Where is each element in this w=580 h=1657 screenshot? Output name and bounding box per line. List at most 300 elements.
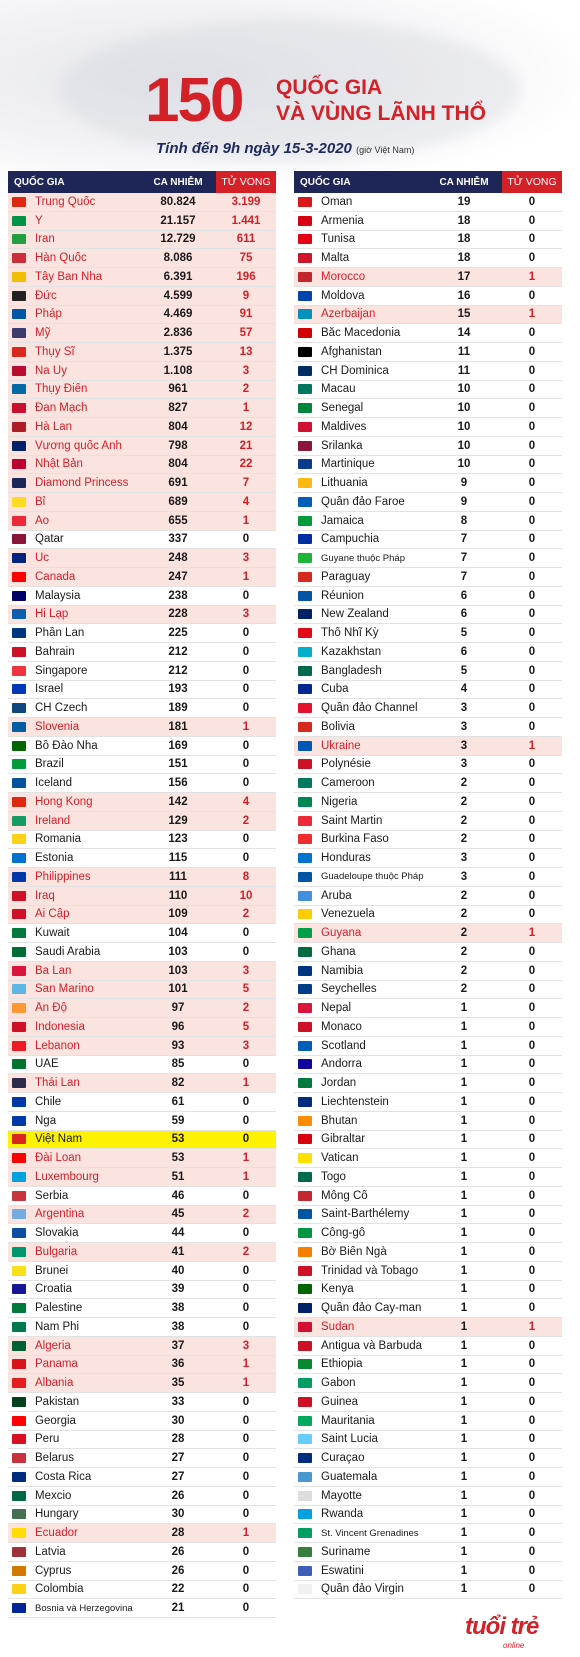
death-count: 5 [242, 983, 250, 996]
flag-icon [298, 1509, 312, 1519]
country-name: Philippines [35, 870, 91, 883]
table-row [294, 718, 562, 737]
case-count: 30 [171, 1414, 185, 1427]
flag-icon [12, 366, 26, 376]
table-row [294, 1074, 562, 1093]
header-deaths: TỬ VONG [216, 171, 276, 193]
table-row [294, 474, 562, 493]
case-count: 18 [457, 214, 471, 227]
case-count: 93 [171, 1039, 185, 1052]
case-count: 2 [460, 964, 468, 977]
table-row [8, 1112, 276, 1131]
flag-icon [12, 872, 26, 882]
table-row [8, 849, 276, 868]
country-name: Bolivia [321, 720, 355, 733]
table-row [294, 381, 562, 400]
flag-icon [12, 816, 26, 826]
death-count: 2 [242, 1245, 250, 1258]
country-name: Ba Lan [35, 964, 72, 977]
table-row [294, 1056, 562, 1075]
table-row [8, 287, 276, 306]
flag-icon [298, 309, 312, 319]
death-count: 0 [528, 1302, 536, 1315]
flag-icon [298, 1247, 312, 1257]
case-count: 228 [168, 608, 188, 621]
flag-icon [298, 609, 312, 619]
table-row [294, 1412, 562, 1431]
header-country: QUỐC GIA [14, 176, 65, 188]
country-name: San Marino [35, 983, 94, 996]
death-count: 0 [242, 683, 250, 696]
country-name: Chile [35, 1095, 62, 1108]
country-name: Quần đảo Faroe [321, 495, 405, 508]
death-count: 0 [242, 1545, 250, 1558]
case-count: 1 [460, 1245, 468, 1258]
country-name: Romania [35, 833, 82, 846]
table-row [294, 306, 562, 325]
country-name: Kazakhstan [321, 645, 382, 658]
table-row [294, 831, 562, 850]
case-count: 193 [168, 683, 188, 696]
case-count: 28 [171, 1433, 185, 1446]
flag-icon [298, 722, 312, 732]
death-count: 0 [528, 420, 536, 433]
death-count: 2 [242, 1002, 250, 1015]
flag-icon [298, 1153, 312, 1163]
flag-icon [12, 1359, 26, 1369]
table-header [294, 171, 562, 193]
table-row [294, 756, 562, 775]
case-count: 51 [171, 1170, 185, 1183]
death-count: 0 [242, 589, 250, 602]
case-count: 37 [171, 1339, 185, 1352]
country-name: Bắc Macedonia [321, 327, 401, 340]
case-count: 2 [460, 927, 468, 940]
death-count: 2 [242, 1208, 250, 1221]
header-country: QUỐC GIA [300, 176, 351, 188]
case-count: 3 [460, 720, 468, 733]
table-row [8, 1337, 276, 1356]
table-row [294, 793, 562, 812]
case-count: 1 [460, 1395, 468, 1408]
country-name: Hà Lan [35, 420, 73, 433]
country-name: Paraguay [321, 570, 371, 583]
case-count: 6 [460, 645, 468, 658]
country-name: Latvia [35, 1545, 66, 1558]
country-name: Palestine [35, 1302, 83, 1315]
case-count: 10 [457, 458, 471, 471]
table-row [294, 1374, 562, 1393]
table-row [8, 1393, 276, 1412]
flag-icon [298, 1453, 312, 1463]
case-count: 8.086 [163, 252, 193, 265]
case-count: 38 [171, 1302, 185, 1315]
flag-icon [298, 647, 312, 657]
flag-icon [12, 534, 26, 544]
country-name: Gabon [321, 1377, 356, 1390]
country-name: St. Vincent Grenadines [321, 1527, 419, 1539]
death-count: 0 [528, 552, 536, 565]
country-name: Liechtenstein [321, 1095, 389, 1108]
death-count: 0 [528, 345, 536, 358]
death-count: 0 [528, 327, 536, 340]
flag-icon [12, 1341, 26, 1351]
death-count: 0 [242, 1320, 250, 1333]
country-name: UAE [35, 1058, 59, 1071]
death-count: 0 [242, 1489, 250, 1502]
death-count: 0 [528, 627, 536, 640]
table-row [294, 1131, 562, 1150]
country-name: Thụy Điển [35, 383, 88, 396]
case-count: 2 [460, 795, 468, 808]
table-row [8, 437, 276, 456]
table-row [294, 437, 562, 456]
death-count: 1 [242, 1527, 250, 1540]
table-row [294, 849, 562, 868]
death-count: 0 [242, 1058, 250, 1071]
flag-icon [298, 816, 312, 826]
case-count: 45 [171, 1208, 185, 1221]
flag-icon [12, 1566, 26, 1576]
case-count: 1 [460, 1264, 468, 1277]
death-count: 0 [242, 833, 250, 846]
table-row [8, 906, 276, 925]
country-name: Nga [35, 1114, 57, 1127]
table-row [294, 943, 562, 962]
table-row [8, 1449, 276, 1468]
flag-icon [12, 666, 26, 676]
table-row [8, 362, 276, 381]
country-name: Diamond Princess [35, 477, 129, 490]
flag-icon [12, 478, 26, 488]
country-name: Nigeria [321, 795, 358, 808]
death-count: 0 [528, 252, 536, 265]
country-name: Eswatini [321, 1564, 364, 1577]
case-count: 3 [460, 852, 468, 865]
case-count: 2 [460, 833, 468, 846]
flag-icon [298, 1584, 312, 1594]
case-count: 238 [168, 589, 188, 602]
flag-icon [12, 1078, 26, 1088]
death-count: 0 [242, 927, 250, 940]
death-count: 0 [528, 1227, 536, 1240]
death-count: 4 [242, 495, 250, 508]
case-count: 1 [460, 1564, 468, 1577]
flag-icon [298, 1566, 312, 1576]
table-row [8, 1056, 276, 1075]
case-count: 101 [168, 983, 188, 996]
flag-icon [12, 1209, 26, 1219]
flag-icon [12, 1003, 26, 1013]
flag-icon [298, 1209, 312, 1219]
table-row [294, 1318, 562, 1337]
case-count: 36 [171, 1358, 185, 1371]
country-name: Cameroon [321, 777, 375, 790]
flag-icon [12, 1228, 26, 1238]
death-count: 0 [242, 1470, 250, 1483]
death-count: 0 [528, 289, 536, 302]
death-count: 0 [528, 1133, 536, 1146]
flag-icon [12, 1416, 26, 1426]
case-count: 961 [168, 383, 188, 396]
death-count: 3 [242, 1039, 250, 1052]
case-count: 39 [171, 1283, 185, 1296]
case-count: 2 [460, 983, 468, 996]
table-row [294, 549, 562, 568]
death-count: 0 [242, 1283, 250, 1296]
country-name: Mông Cổ [321, 1189, 368, 1202]
case-count: 85 [171, 1058, 185, 1071]
case-count: 2 [460, 777, 468, 790]
case-count: 5 [460, 664, 468, 677]
case-count: 1 [460, 1152, 468, 1165]
death-count: 0 [528, 1358, 536, 1371]
table-row [294, 193, 562, 212]
death-count: 3 [242, 608, 250, 621]
country-name: Burkina Faso [321, 833, 389, 846]
country-name: Togo [321, 1170, 346, 1183]
case-count: 115 [168, 852, 188, 865]
country-name: Quần đảo Virgin [321, 1583, 404, 1596]
flag-icon [298, 441, 312, 451]
case-count: 104 [168, 927, 188, 940]
table-row [8, 512, 276, 531]
death-count: 0 [528, 1170, 536, 1183]
death-count: 0 [242, 1189, 250, 1202]
death-count: 0 [528, 1114, 536, 1127]
flag-icon [298, 1041, 312, 1051]
case-count: 123 [168, 833, 188, 846]
country-name: Hi Lạp [35, 608, 69, 621]
flag-icon [298, 422, 312, 432]
country-name: Thái Lan [35, 1077, 80, 1090]
case-count: 17 [457, 270, 471, 283]
case-count: 19 [457, 195, 471, 208]
headline-line2: VÀ VÙNG LÃNH THỔ [276, 102, 486, 125]
death-count: 0 [528, 664, 536, 677]
death-count: 2 [242, 908, 250, 921]
case-count: 1 [460, 1302, 468, 1315]
case-count: 1 [460, 1470, 468, 1483]
table-row [294, 1187, 562, 1206]
country-name: CH Czech [35, 702, 88, 715]
flag-icon [12, 272, 26, 282]
headline-number: 150 [145, 66, 243, 135]
flag-icon [298, 1303, 312, 1313]
case-count: 1 [460, 1545, 468, 1558]
table-row [294, 418, 562, 437]
table-row [8, 1581, 276, 1600]
country-name: Georgia [35, 1414, 76, 1427]
case-count: 1 [460, 1020, 468, 1033]
table-row [294, 1543, 562, 1562]
country-name: Iceland [35, 777, 73, 790]
case-count: 1 [460, 1527, 468, 1540]
case-count: 1 [460, 1058, 468, 1071]
death-count: 3 [242, 1339, 250, 1352]
flag-icon [298, 741, 312, 751]
case-count: 2.836 [163, 327, 193, 340]
flag-icon [298, 1078, 312, 1088]
flag-icon [298, 853, 312, 863]
flag-icon [298, 947, 312, 957]
death-count: 0 [528, 1058, 536, 1071]
flag-icon [12, 347, 26, 357]
case-count: 38 [171, 1320, 185, 1333]
table-row [8, 1299, 276, 1318]
tuoi-tre-logo [465, 1613, 573, 1653]
case-count: 61 [171, 1095, 185, 1108]
table-row [294, 1299, 562, 1318]
case-count: 110 [168, 889, 188, 902]
flag-icon [12, 459, 26, 469]
flag-icon [12, 1191, 26, 1201]
flag-icon [298, 1059, 312, 1069]
death-count: 0 [528, 195, 536, 208]
case-count: 15 [457, 308, 471, 321]
country-name: Trung Quốc [35, 195, 96, 208]
country-name: Argentina [35, 1208, 85, 1221]
case-count: 798 [168, 439, 188, 452]
country-name: Malta [321, 252, 350, 265]
country-name: Algeria [35, 1339, 71, 1352]
country-name: Honduras [321, 852, 371, 865]
country-name: Moldova [321, 289, 365, 302]
country-name: Ireland [35, 814, 71, 827]
flag-icon [12, 684, 26, 694]
country-name: Senegal [321, 402, 364, 415]
case-count: 111 [169, 870, 187, 883]
table-row [8, 418, 276, 437]
death-count: 1 [242, 1152, 250, 1165]
country-name: Việt Nam [35, 1133, 83, 1146]
table-row [8, 887, 276, 906]
flag-icon [298, 1322, 312, 1332]
table-row [294, 1206, 562, 1225]
table-row [294, 493, 562, 512]
death-count: 0 [242, 1433, 250, 1446]
flag-icon [12, 703, 26, 713]
death-count: 0 [242, 1508, 250, 1521]
table-row [8, 324, 276, 343]
death-count: 0 [528, 1283, 536, 1296]
death-count: 0 [242, 758, 250, 771]
case-count: 2 [460, 814, 468, 827]
flag-icon [298, 234, 312, 244]
table-row [294, 1093, 562, 1112]
case-count: 181 [168, 720, 188, 733]
country-name: Antigua và Barbuda [321, 1339, 423, 1352]
flag-icon [298, 384, 312, 394]
death-count: 0 [528, 720, 536, 733]
flag-icon [12, 497, 26, 507]
table-row [8, 718, 276, 737]
death-count: 0 [242, 945, 250, 958]
case-count: 151 [168, 758, 188, 771]
case-count: 2 [460, 945, 468, 958]
case-count: 1.375 [163, 345, 193, 358]
country-name: Ai Cập [35, 908, 70, 921]
death-count: 0 [528, 1020, 536, 1033]
country-name: Lebanon [35, 1039, 80, 1052]
flag-icon [298, 347, 312, 357]
country-name: Tây Ban Nha [35, 270, 103, 283]
country-name: Oman [321, 195, 353, 208]
table-row [294, 1037, 562, 1056]
country-name: Bangladesh [321, 664, 382, 677]
table-row [294, 1449, 562, 1468]
death-count: 0 [528, 1039, 536, 1052]
table-row [294, 1149, 562, 1168]
flag-icon [298, 1528, 312, 1538]
case-count: 10 [457, 420, 471, 433]
case-count: 1 [460, 1114, 468, 1127]
table-row [294, 568, 562, 587]
flag-icon [298, 534, 312, 544]
flag-icon [12, 1247, 26, 1257]
table-row [294, 231, 562, 250]
case-count: 3 [460, 702, 468, 715]
death-count: 22 [239, 458, 253, 471]
death-count: 0 [242, 1133, 250, 1146]
table-row [8, 1243, 276, 1262]
death-count: 1 [242, 1077, 250, 1090]
death-count: 0 [528, 514, 536, 527]
table-row [294, 1168, 562, 1187]
country-name: Saint Lucia [321, 1433, 378, 1446]
country-name: Canada [35, 570, 76, 583]
death-count: 0 [528, 477, 536, 490]
death-count: 1 [528, 927, 536, 940]
death-count: 0 [242, 645, 250, 658]
case-count: 1.108 [163, 364, 193, 377]
table-row [8, 1206, 276, 1225]
flag-icon [12, 909, 26, 919]
flag-icon [298, 1284, 312, 1294]
case-count: 1 [460, 1320, 468, 1333]
table-row [8, 193, 276, 212]
death-count: 3 [242, 964, 250, 977]
case-count: 1 [460, 1189, 468, 1202]
death-count: 0 [242, 739, 250, 752]
table-row [8, 1412, 276, 1431]
case-count: 82 [171, 1077, 185, 1090]
case-count: 10 [457, 439, 471, 452]
country-name: Ethiopia [321, 1358, 363, 1371]
table-row [8, 1018, 276, 1037]
death-count: 0 [242, 1602, 250, 1615]
flag-icon [12, 1022, 26, 1032]
case-count: 30 [171, 1508, 185, 1521]
death-count: 0 [528, 570, 536, 583]
death-count: 0 [528, 439, 536, 452]
country-name: Na Uy [35, 364, 67, 377]
country-name: Namibia [321, 964, 364, 977]
flag-icon [12, 628, 26, 638]
table-row [8, 306, 276, 325]
country-name: Saint-Barthélemy [321, 1208, 410, 1221]
case-count: 1 [460, 1095, 468, 1108]
table-row [8, 474, 276, 493]
country-name: Bỉ [35, 495, 46, 508]
case-count: 1 [460, 1414, 468, 1427]
flag-icon [12, 291, 26, 301]
flag-icon [298, 591, 312, 601]
country-name: Đài Loan [35, 1152, 82, 1165]
flag-icon [298, 759, 312, 769]
flag-icon [298, 834, 312, 844]
death-count: 1 [242, 1377, 250, 1390]
